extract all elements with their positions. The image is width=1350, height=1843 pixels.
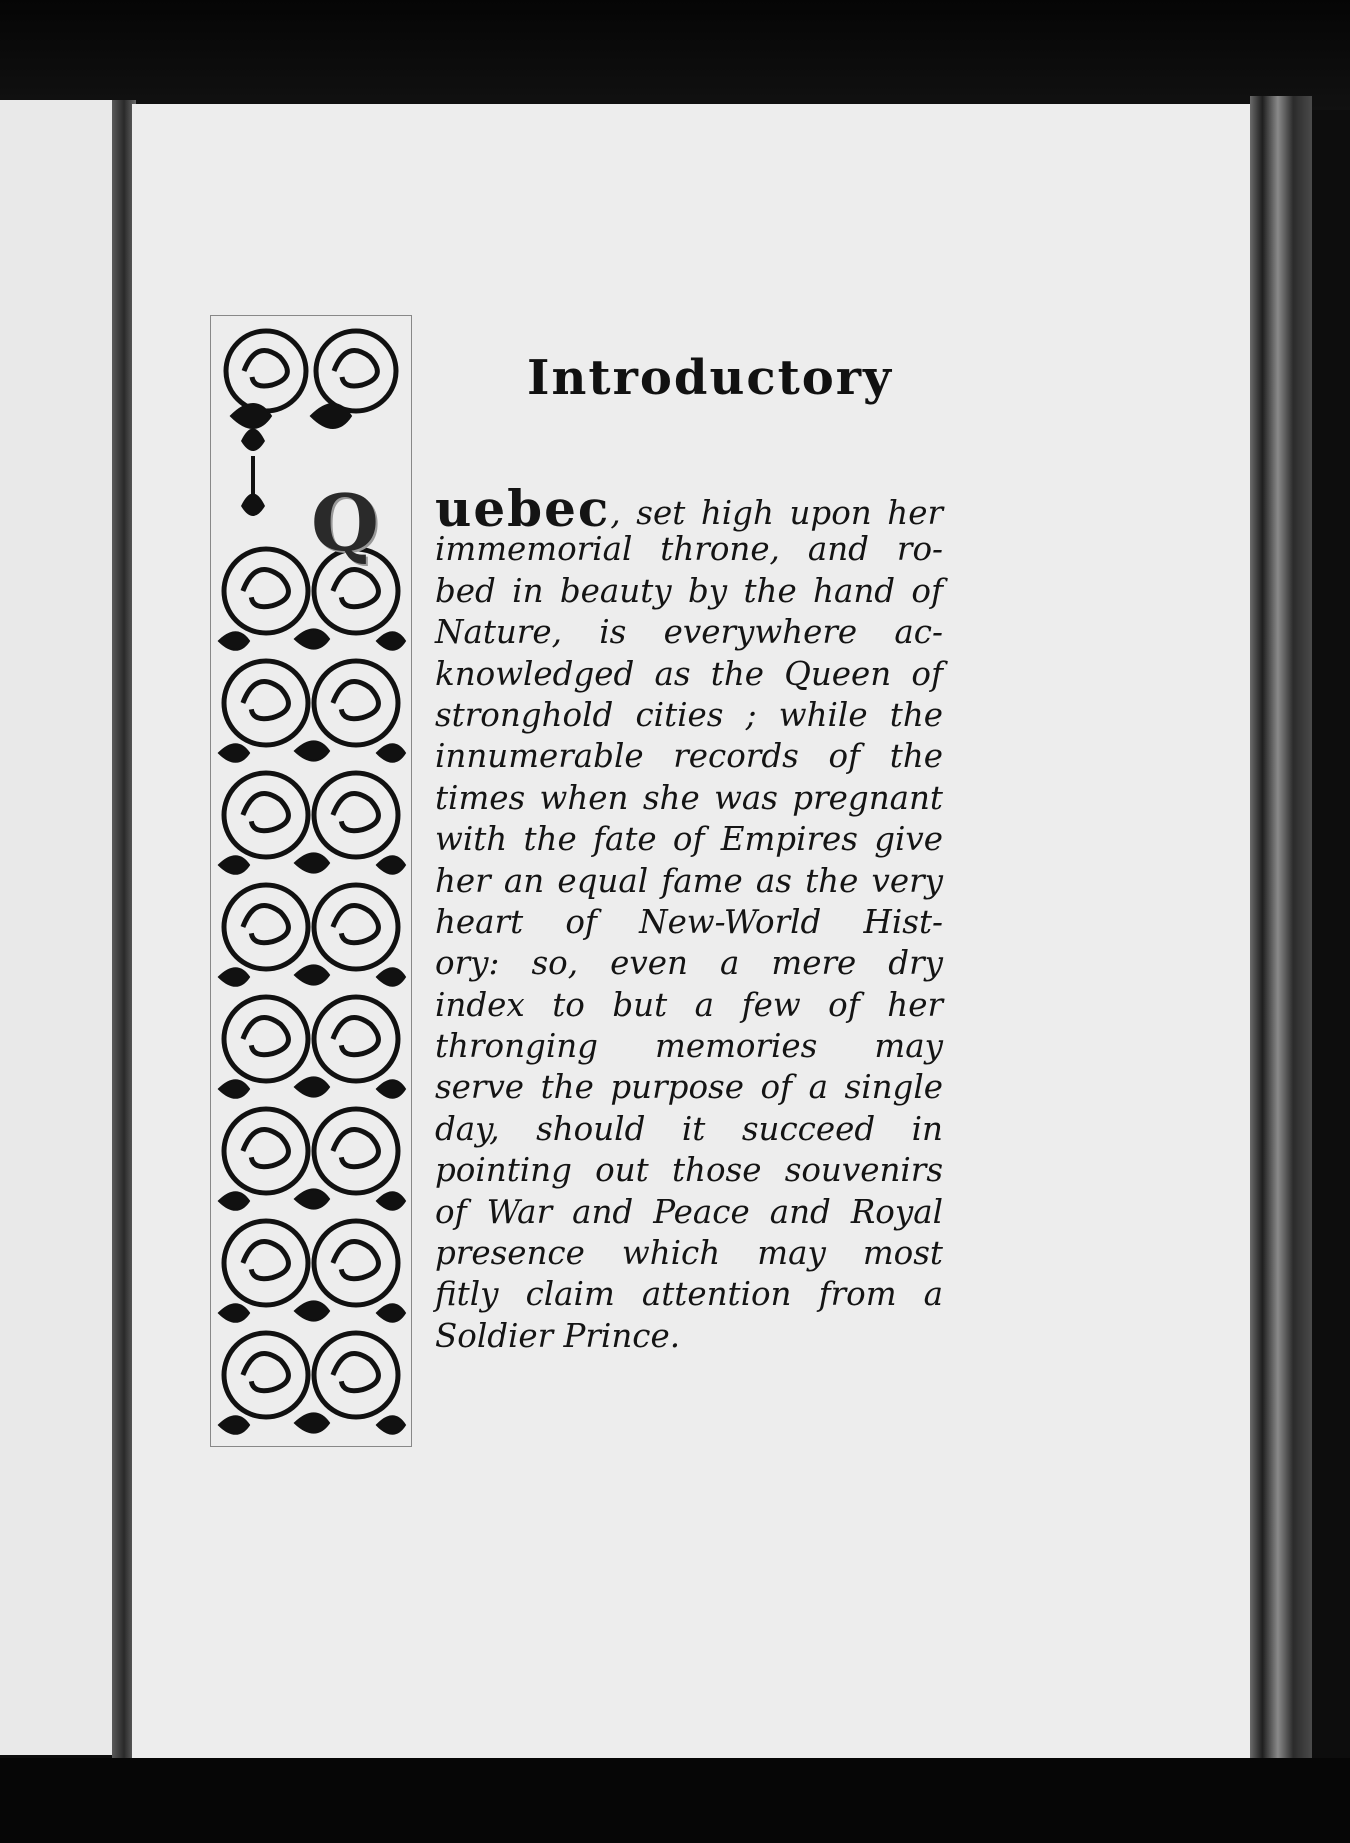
scroll-ornament-curl: [243, 1129, 289, 1166]
leaf-ornament: [377, 1192, 405, 1210]
scroll-ornament: [224, 549, 308, 633]
scroll-ornament: [226, 331, 306, 411]
scroll-ornament: [224, 1333, 308, 1417]
scroll-ornament: [224, 885, 308, 969]
leaf-ornament: [231, 404, 271, 428]
text-line: thronging memories may: [435, 1027, 943, 1066]
leaf-ornament: [295, 965, 329, 984]
text-line: with the fate of Empires give: [435, 820, 943, 859]
leaf-ornament: [377, 1416, 405, 1434]
text-line: stronghold cities ; while the: [435, 695, 943, 734]
text-line: Soldier Prince.: [435, 1316, 681, 1355]
text-line: knowledged as the Queen of: [435, 654, 943, 693]
scroll-ornament-curl: [333, 681, 379, 718]
scroll-ornament-curl: [333, 1017, 379, 1054]
lead-word: uebec: [435, 479, 611, 538]
scan-bottom-edge: [0, 1758, 1350, 1843]
text-line: heart of New-World Hist-: [435, 902, 943, 941]
leaf-ornament: [377, 632, 405, 650]
leaf-ornament: [295, 1301, 329, 1320]
scroll-ornament-curl: [333, 1129, 379, 1166]
scroll-ornament-curl: [243, 1017, 289, 1054]
facing-page: [0, 100, 118, 1755]
leaf-ornament: [295, 1189, 329, 1208]
text-line: bed in beauty by the hand of: [435, 571, 943, 610]
leaf-ornament: [295, 1077, 329, 1096]
scroll-ornament: [224, 997, 308, 1081]
text-line: day, should it succeed in: [435, 1109, 943, 1148]
leaf-ornament: [295, 629, 329, 648]
leaf-ornament: [377, 1304, 405, 1322]
scroll-ornament-curl: [333, 1241, 379, 1278]
scroll-ornament-curl: [243, 681, 289, 718]
leaf-ornament: [219, 1304, 249, 1322]
scroll-ornament: [224, 1109, 308, 1193]
leaf-ornament: [295, 853, 329, 872]
scroll-ornament-curl: [243, 1353, 289, 1390]
scroll-ornament-curl: [333, 569, 379, 606]
text-line: fitly claim attention from a: [435, 1275, 943, 1314]
scroll-ornament-curl: [244, 351, 287, 386]
leaf-ornament: [377, 968, 405, 986]
scroll-ornament: [314, 885, 398, 969]
scroll-ornament-curl: [334, 351, 377, 386]
scroll-ornament-curl: [243, 793, 289, 830]
scroll-ornament: [314, 661, 398, 745]
text-line: index to but a few of her: [435, 985, 943, 1024]
text-line: serve the purpose of a single: [435, 1068, 943, 1107]
scroll-ornament: [224, 773, 308, 857]
leaf-ornament: [377, 744, 405, 762]
scroll-ornament-curl: [333, 1353, 379, 1390]
scroll-ornament: [314, 1109, 398, 1193]
text-line: of War and Peace and Royal: [435, 1192, 943, 1231]
scroll-ornament: [224, 1221, 308, 1305]
scroll-ornament-curl: [333, 905, 379, 942]
scroll-ornament: [314, 1333, 398, 1417]
scroll-ornament: [224, 661, 308, 745]
drop-cap: Q: [311, 478, 379, 569]
text-line: [435, 479, 943, 538]
tulip-ornament: [241, 429, 265, 452]
text-line: immemorial throne, and ro-: [435, 530, 943, 569]
text-line: Nature, is everywhere ac-: [435, 613, 943, 652]
scroll-ornament-curl: [243, 569, 289, 606]
text-line: ory: so, even a mere dry: [435, 944, 943, 983]
leaf-ornament: [377, 856, 405, 874]
scroll-ornament-curl: [243, 905, 289, 942]
leaf-ornament: [219, 1080, 249, 1098]
text-line-part: , set high upon her: [610, 494, 943, 532]
leaf-ornament: [219, 968, 249, 986]
scroll-ornament-curl: [243, 1241, 289, 1278]
scan-top-edge: [0, 0, 1350, 110]
leaf-ornament: [219, 1192, 249, 1210]
scroll-ornament: [316, 331, 396, 411]
text-line: presence which may most: [435, 1234, 943, 1273]
leaf-ornament: [219, 744, 249, 762]
text-line: innumerable records of the: [435, 737, 943, 776]
leaf-ornament: [219, 1416, 249, 1434]
scroll-ornament: [314, 1221, 398, 1305]
leaf-ornament: [295, 1413, 329, 1432]
scroll-ornament-curl: [333, 793, 379, 830]
leaf-ornament: [295, 741, 329, 760]
leaf-ornament: [219, 632, 249, 650]
text-line: her an equal fame as the very: [435, 861, 943, 900]
page-edge-stack: [1250, 96, 1312, 1771]
text-line: times when she was pregnant: [435, 778, 943, 817]
tulip-ornament: [241, 494, 265, 517]
leaf-ornament: [377, 1080, 405, 1098]
scroll-ornament: [314, 997, 398, 1081]
body-text: [435, 479, 943, 1357]
scroll-ornament: [314, 773, 398, 857]
text-line: pointing out those souvenirs: [435, 1151, 943, 1190]
leaf-ornament: [219, 856, 249, 874]
page-heading: Introductory: [527, 350, 893, 406]
